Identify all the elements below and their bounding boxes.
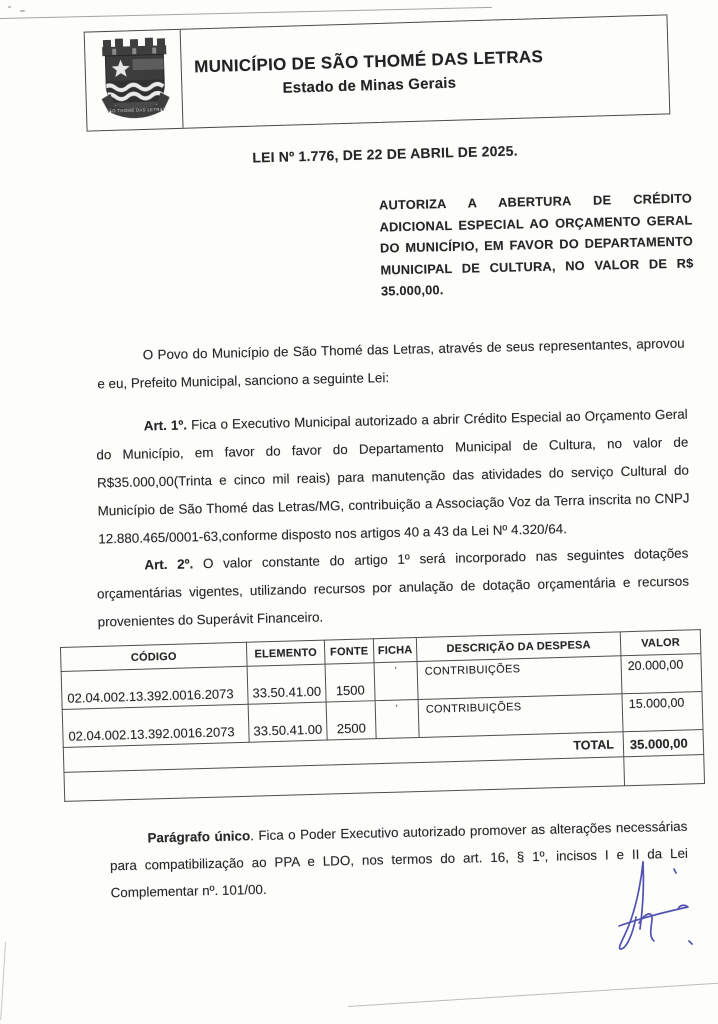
empty-cell xyxy=(624,755,705,786)
paper-edge-bottom xyxy=(348,982,718,1007)
article-1 xyxy=(96,401,691,554)
article-2-text: O valor constante do artigo 1º será incorporado nas seguintes dotações orçamentárias vigentes, utilizando recursos por anulação de dotação orçamentária e recursos provenientes do Superávit Financeiro. xyxy=(96,545,690,630)
col-header-codigo: CÓDIGO xyxy=(60,642,247,671)
cell-codigo: 02.04.002.13.392.0016.2073 xyxy=(61,666,248,709)
law-title: LEI Nº 1.776, DE 22 DE ABRIL DE 2025. xyxy=(252,142,518,166)
coat-of-arms xyxy=(98,37,173,125)
cell-fonte: 2500 xyxy=(326,701,376,740)
article-1-label: Art. 1º. xyxy=(143,417,188,434)
article-2-label: Art. 2º. xyxy=(144,556,194,573)
cell-ficha: ' xyxy=(375,700,419,739)
sole-paragraph-label: Parágrafo único xyxy=(147,828,251,846)
cell-valor: 15.000,00 xyxy=(622,692,703,732)
col-header-ficha: FICHA xyxy=(373,638,417,663)
total-value: 35.000,00 xyxy=(623,730,704,757)
preamble: O Povo do Município de São Thomé das Letras, através de seus representantes, aprovou e eu, Prefeito Municipal, sanciono a seguinte Lei: xyxy=(97,335,685,392)
municipality-name: MUNICÍPIO DE SÃO THOMÉ DAS LETRAS xyxy=(193,47,544,77)
cell-ficha: ' xyxy=(374,662,418,701)
col-header-fonte: FONTE xyxy=(324,639,374,664)
cell-valor: 20.000,00 xyxy=(621,654,702,694)
crest-ribbon-text: SÃO THOMÉ DAS LETRAS xyxy=(105,106,167,114)
col-header-valor: VALOR xyxy=(620,630,701,656)
cell-descricao: CONTRIBUIÇÕES xyxy=(418,694,623,738)
col-header-descricao: DESCRIÇÃO DA DESPESA xyxy=(416,632,621,662)
budget-table xyxy=(60,629,705,802)
col-header-elemento: ELEMENTO xyxy=(246,640,325,666)
article-2 xyxy=(96,540,690,637)
mural-crown-icon xyxy=(102,37,166,56)
cell-codigo: 02.04.002.13.392.0016.2073 xyxy=(62,704,249,747)
scan-speck xyxy=(20,10,25,12)
cell-elemento: 33.50.41.00 xyxy=(248,702,327,742)
cell-fonte: 1500 xyxy=(325,663,375,702)
law-summary: AUTORIZA A ABERTURA DE CRÉDITO ADICIONAL ESPECIAL AO ORÇAMENTO GERAL DO MUNICÍPIO, EM FAVOR DO DEPARTAMENTO MUNICIPAL DE CULTURA, NO VALOR DE R$ 35.000,00. xyxy=(378,190,694,299)
sole-paragraph-text: . Fica o Poder Executivo autorizado promover as alterações necessárias para compatibilização ao PPA e LDO, nos termos do art. 16, § 1º, incisos I e II da Lei Complementar nº. 101/00. xyxy=(109,818,689,901)
article-1-text: Fica o Executivo Municipal autorizado a abrir Crédito Especial ao Orçamento Geral do Município, em favor do favor do Departamento Municipal de Cultura, no valor de R$35.000,00(Trinta e cinco mil reais) para manutenção das atividades do serviço Cultural do Município de São Thomé das Letras/MG, contribuição a Associação Voz da Terra inscrita no CNPJ 12.880.465/0001-63,conforme disposto nos artigos 40 a 43 da Lei Nº 4.320/64. xyxy=(96,406,690,547)
state-name: Estado de Minas Gerais xyxy=(282,74,457,97)
cell-descricao: CONTRIBUIÇÕES xyxy=(417,656,622,700)
scan-speck xyxy=(8,6,11,8)
paper-edge-left xyxy=(0,942,6,1020)
letterhead xyxy=(84,14,671,131)
paper-edge-top xyxy=(0,7,492,19)
handwritten-signature xyxy=(583,845,703,955)
cell-elemento: 33.50.41.00 xyxy=(247,664,326,704)
total-label: TOTAL xyxy=(63,732,623,773)
